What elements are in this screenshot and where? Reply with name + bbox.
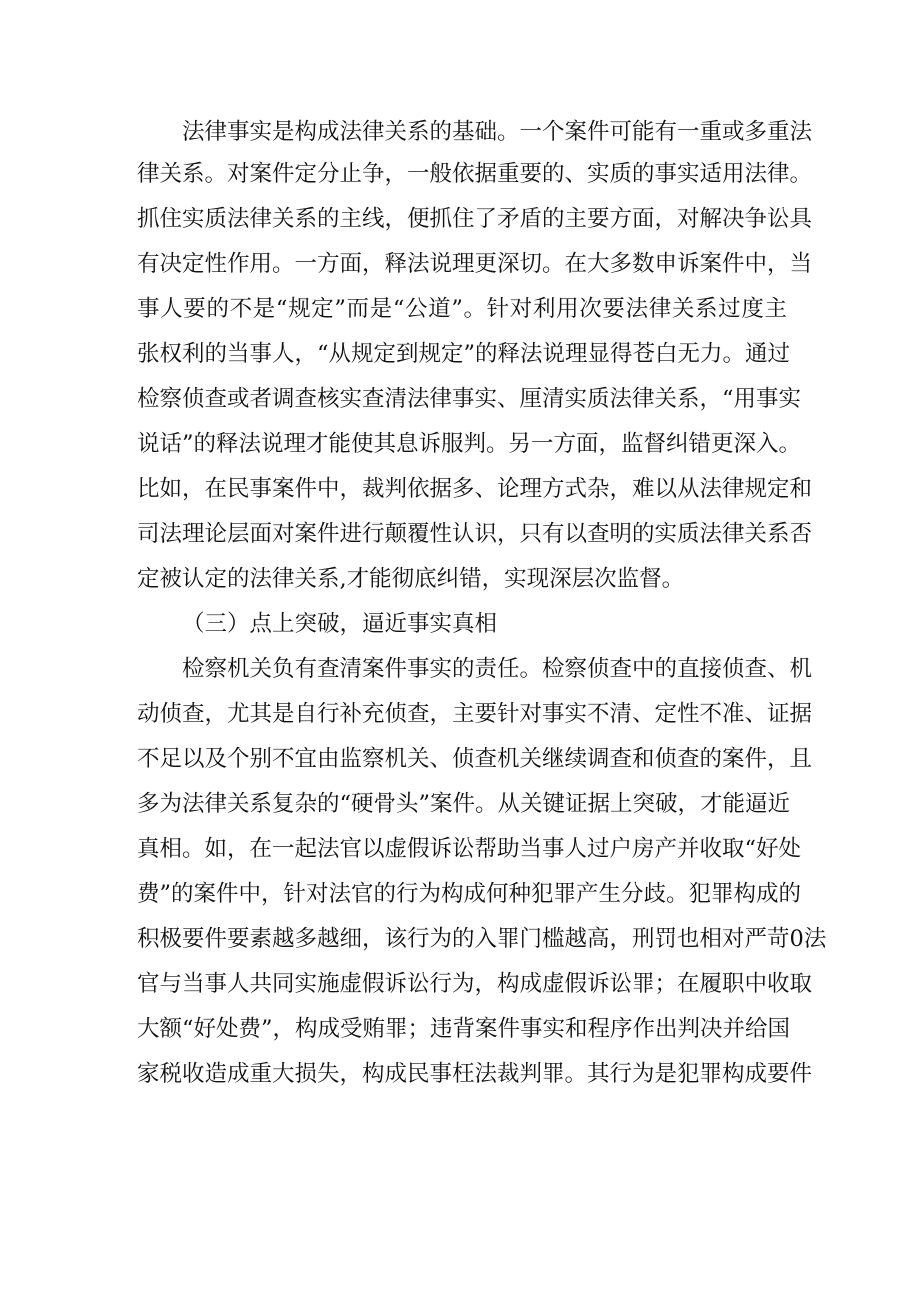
paragraph-line: 司法理论层面对案件进行颠覆性认识，只有以查明的实质法律关系否 <box>137 521 813 547</box>
paragraph-line: 事人要的不是“规定”而是“公道”。针对利用次要法律关系过度主 <box>137 296 787 322</box>
paragraph-line: 说话”的释法说理才能使其息诉服判。另一方面，监督纠错更深入。 <box>137 431 802 457</box>
paragraph-line: 费”的案件中，针对法官的行为构成何种犯罪产生分歧。犯罪构成的 <box>137 881 802 907</box>
paragraph-line: 官与当事人共同实施虚假诉讼行为，构成虚假诉讼罪；在履职中收取 <box>137 971 813 997</box>
paragraph-line: 张权利的当事人，“从规定到规定”的释法说理显得苍白无力。通过 <box>137 341 791 367</box>
paragraph-line: 抓住实质法律关系的主线，便抓住了矛盾的主要方面，对解决争讼具 <box>137 206 813 232</box>
paragraph-line: 真相。如，在一起法官以虚假诉讼帮助当事人过户房产并收取“好处 <box>137 836 802 862</box>
section-heading: （三）点上突破，逼近事实真相 <box>182 611 498 637</box>
paragraph-line: 法律事实是构成法律关系的基础。一个案件可能有一重或多重法 <box>182 119 813 145</box>
paragraph-line: 检察机关负有查清案件事实的责任。检察侦查中的直接侦查、机 <box>182 656 813 682</box>
paragraph-line: 定被认定的法律关系,才能彻底纠错，实现深层次监督。 <box>137 566 685 592</box>
paragraph-line: 有决定性作用。一方面，释法说理更深切。在大多数申诉案件中，当 <box>137 251 813 277</box>
paragraph-line: 家税收造成重大损失，构成民事枉法裁判罪。其行为是犯罪构成要件 <box>137 1061 813 1087</box>
paragraph-line: 律关系。对案件定分止争，一般依据重要的、实质的事实适用法律。 <box>137 161 813 187</box>
paragraph-line: 多为法律关系复杂的“硬骨头”案件。从关键证据上突破，才能逼近 <box>137 791 791 817</box>
paragraph-line: 大额“好处费”，构成受贿罪；违背案件事实和程序作出判决并给国 <box>137 1016 791 1042</box>
paragraph-line: 检察侦查或者调查核实查清法律事实、厘清实质法律关系，“用事实 <box>137 386 802 412</box>
paragraph-line: 积极要件要素越多越细，该行为的入罪门槛越高，刑罚也相对严苛0法 <box>137 926 827 952</box>
paragraph-line: 动侦查，尤其是自行补充侦查，主要针对事实不清、定性不准、证据 <box>137 701 813 727</box>
paragraph-line: 不足以及个别不宜由监察机关、侦查机关继续调查和侦查的案件，且 <box>137 746 813 772</box>
paragraph-line: 比如，在民事案件中，裁判依据多、论理方式杂，难以从法律规定和 <box>137 476 813 502</box>
